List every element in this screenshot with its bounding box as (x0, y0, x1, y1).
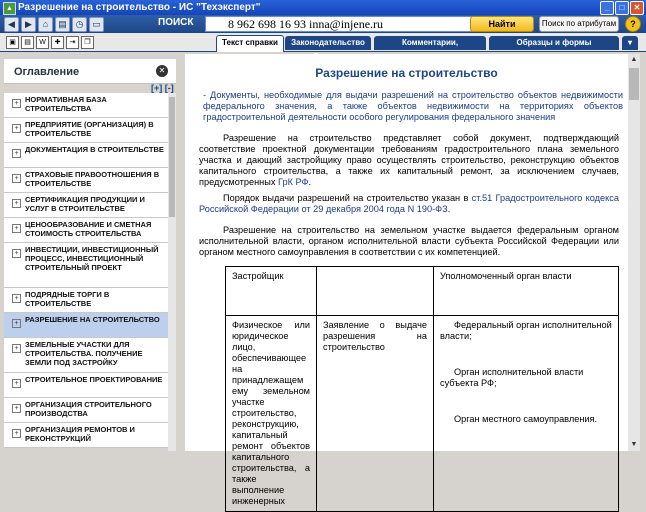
scrollbar-thumb[interactable] (629, 68, 639, 100)
scroll-down-icon[interactable]: ▼ (630, 441, 638, 448)
expand-icon[interactable]: + (12, 294, 21, 303)
window-title: Разрешение на строительство - ИС "Техэксперт" (18, 2, 261, 13)
toc-item[interactable]: + ОРГАНИЗАЦИЯ РЕМОНТОВ И РЕКОНСТРУКЦИЙ (4, 423, 168, 448)
search-input[interactable]: 8 962 698 16 93 inna@injene.ru (205, 16, 491, 32)
paragraph-1: Разрешение на строительство представляет собой документ, подтверждающий соответствие проектной документации требованиям градостроительного плана земельного участка и дающий застройщику право осуществлять строительство, реконструкцию объектов капитального строительства, а также их капитальный ремонт, за исключением случаев, предусмотренных ГрК РФ. (199, 133, 619, 187)
contents-title: Оглавление (14, 66, 80, 78)
print-small-icon[interactable]: ▤ (21, 36, 34, 49)
toc-item-selected[interactable]: + РАЗРЕШЕНИЕ НА СТРОИТЕЛЬСТВО (4, 313, 168, 338)
back-icon[interactable]: ◀ (4, 17, 19, 32)
expand-icon[interactable]: + (12, 319, 21, 328)
print-icon[interactable]: ▤ (55, 17, 70, 32)
table-cell: Застройщик (226, 267, 317, 316)
folder-icon[interactable]: ▭ (89, 17, 104, 32)
search-label: ПОИСК (158, 17, 194, 28)
intro-paragraph: - Документы, необходимые для выдачи разрешений на строительство объектов недвижимости федерального значения, а также объектов недвижимости на территориях объектов градостроительной деятельности особого регулирования федерального значения (203, 90, 623, 122)
toc-item[interactable]: + НОРМАТИВНАЯ БАЗА СТРОИТЕЛЬСТВА (4, 93, 168, 118)
toc-item[interactable]: + СТРОИТЕЛЬНОЕ ПРОЕКТИРОВАНИЕ (4, 373, 168, 398)
help-button[interactable]: ? (625, 16, 641, 32)
forward-icon[interactable]: ▶ (21, 17, 36, 32)
table-cell (317, 267, 434, 316)
scroll-up-icon[interactable]: ▲ (630, 56, 638, 63)
find-button[interactable]: Найти (470, 16, 534, 32)
toc-item[interactable]: + ПОДРЯДНЫЕ ТОРГИ В СТРОИТЕЛЬСТВЕ (4, 288, 168, 313)
toc-item[interactable]: + ЗЕМЕЛЬНЫЕ УЧАСТКИ ДЛЯ СТРОИТЕЛЬСТВА. ПОЛУЧЕНИЕ ЗЕМЛИ ПОД ЗАСТРОЙКУ (4, 338, 168, 373)
window-titlebar (0, 0, 646, 15)
save-icon[interactable]: ▣ (6, 36, 19, 49)
tab-legislation[interactable]: Законодательство (285, 36, 371, 50)
toc-item[interactable]: + ИНВЕСТИЦИИ, ИНВЕСТИЦИОННЫЙ ПРОЦЕСС, ИНВЕСТИЦИОННЫЙ СТРОИТЕЛЬНЫЙ ПРОЕКТ (4, 243, 168, 288)
document-view (185, 54, 628, 506)
toc-item[interactable]: + ЦЕНООБРАЗОВАНИЕ И СМЕТНАЯ СТОИМОСТЬ СТРОИТЕЛЬСТВА (4, 218, 168, 243)
article-51-link[interactable]: ст.51 Градостроительного кодекса Российской Федерации от 29 декабря 2004 года N 190-ФЗ (199, 193, 619, 214)
expand-icon[interactable]: + (12, 344, 21, 353)
copy-icon[interactable]: ❐ (81, 36, 94, 49)
close-panel-icon[interactable]: ✕ (156, 65, 168, 77)
home-icon[interactable]: ⌂ (38, 17, 53, 32)
expand-icon[interactable]: + (12, 404, 21, 413)
expand-icon[interactable]: + (12, 149, 21, 158)
maximize-button[interactable]: □ (615, 1, 629, 15)
paragraph-2: Порядок выдачи разрешений на строительство указан в ст.51 Градостроительного кодекса Российской Федерации от 29 декабря 2004 года N 190-ФЗ. (199, 193, 619, 214)
expand-icon[interactable]: + (12, 124, 21, 133)
expand-icon[interactable]: + (12, 379, 21, 388)
scrollbar-thumb[interactable] (169, 97, 175, 217)
toc-item[interactable]: + СЕРТИФИКАЦИЯ ПРОДУКЦИИ И УСЛУГ В СТРОИТЕЛЬСТВЕ (4, 193, 168, 218)
expand-icon[interactable]: + (12, 199, 21, 208)
toc-item[interactable]: + СТРАХОВЫЕ ПРАВООТНОШЕНИЯ В СТРОИТЕЛЬСТВЕ (4, 168, 168, 193)
contents-panel (4, 59, 176, 451)
expand-icon[interactable]: + (12, 99, 21, 108)
tab-comments[interactable]: Комментарии, (374, 36, 486, 50)
grk-link[interactable]: ГрК РФ (278, 177, 309, 187)
expand-icon[interactable]: + (12, 429, 21, 438)
toc-item[interactable]: + ДОКУМЕНТАЦИЯ В СТРОИТЕЛЬСТВЕ (4, 143, 168, 168)
close-button[interactable]: ✕ (630, 1, 644, 15)
contents-header (4, 59, 176, 84)
contents-scrollbar[interactable] (168, 93, 176, 451)
bookmark-icon[interactable]: ✚ (51, 36, 64, 49)
document-scrollbar[interactable] (628, 54, 640, 451)
expand-icon[interactable]: + (12, 224, 21, 233)
table-cell: Физическое или юридическое лицо, обеспечивающее на принадлежащем ему земельном участке строительство, реконструкцию, капитальный ремонт объектов капитального строительства, а также выполнение инженерных (226, 316, 317, 512)
app-icon: ▲ (3, 2, 16, 15)
table-cell: Уполномоченный орган власти (434, 267, 619, 316)
tabs-menu-icon[interactable]: ▾ (622, 36, 638, 50)
clock-icon[interactable]: ◷ (72, 17, 87, 32)
word-icon[interactable]: W (36, 36, 49, 49)
table-cell: Заявление о выдаче разрешения на строительство (317, 316, 434, 512)
document-title: Разрешение на строительство (315, 66, 498, 80)
expand-collapse-controls[interactable]: [+] [-] (151, 83, 174, 93)
expand-icon[interactable]: + (12, 174, 21, 183)
document-table (225, 266, 619, 512)
paragraph-3: Разрешение на строительство на земельном участке выдается федеральным органом исполнительной власти, органом исполнительной власти субъекта Российской Федерации или органом местного самоуправления в соответствии с их компетенцией. (199, 225, 619, 257)
expand-icon[interactable]: + (12, 249, 21, 258)
table-cell: Федеральный орган исполнительной власти; Орган исполнительной власти субъекта РФ; Орган местного самоуправления. (434, 316, 619, 512)
export-icon[interactable]: ⇥ (66, 36, 79, 49)
attribute-search-button[interactable]: Поиск по атрибутам (539, 16, 619, 32)
table-row (226, 267, 619, 316)
minimize-button[interactable]: _ (600, 1, 614, 15)
tab-help-text[interactable]: Текст справки (216, 35, 284, 52)
toc-item[interactable]: + ПРЕДПРИЯТИЕ (ОРГАНИЗАЦИЯ) В СТРОИТЕЛЬСТВЕ (4, 118, 168, 143)
tab-samples[interactable]: Образцы и формы (489, 36, 619, 50)
table-row (226, 316, 619, 512)
toc-item[interactable]: + ОРГАНИЗАЦИЯ СТРОИТЕЛЬНОГО ПРОИЗВОДСТВА (4, 398, 168, 423)
